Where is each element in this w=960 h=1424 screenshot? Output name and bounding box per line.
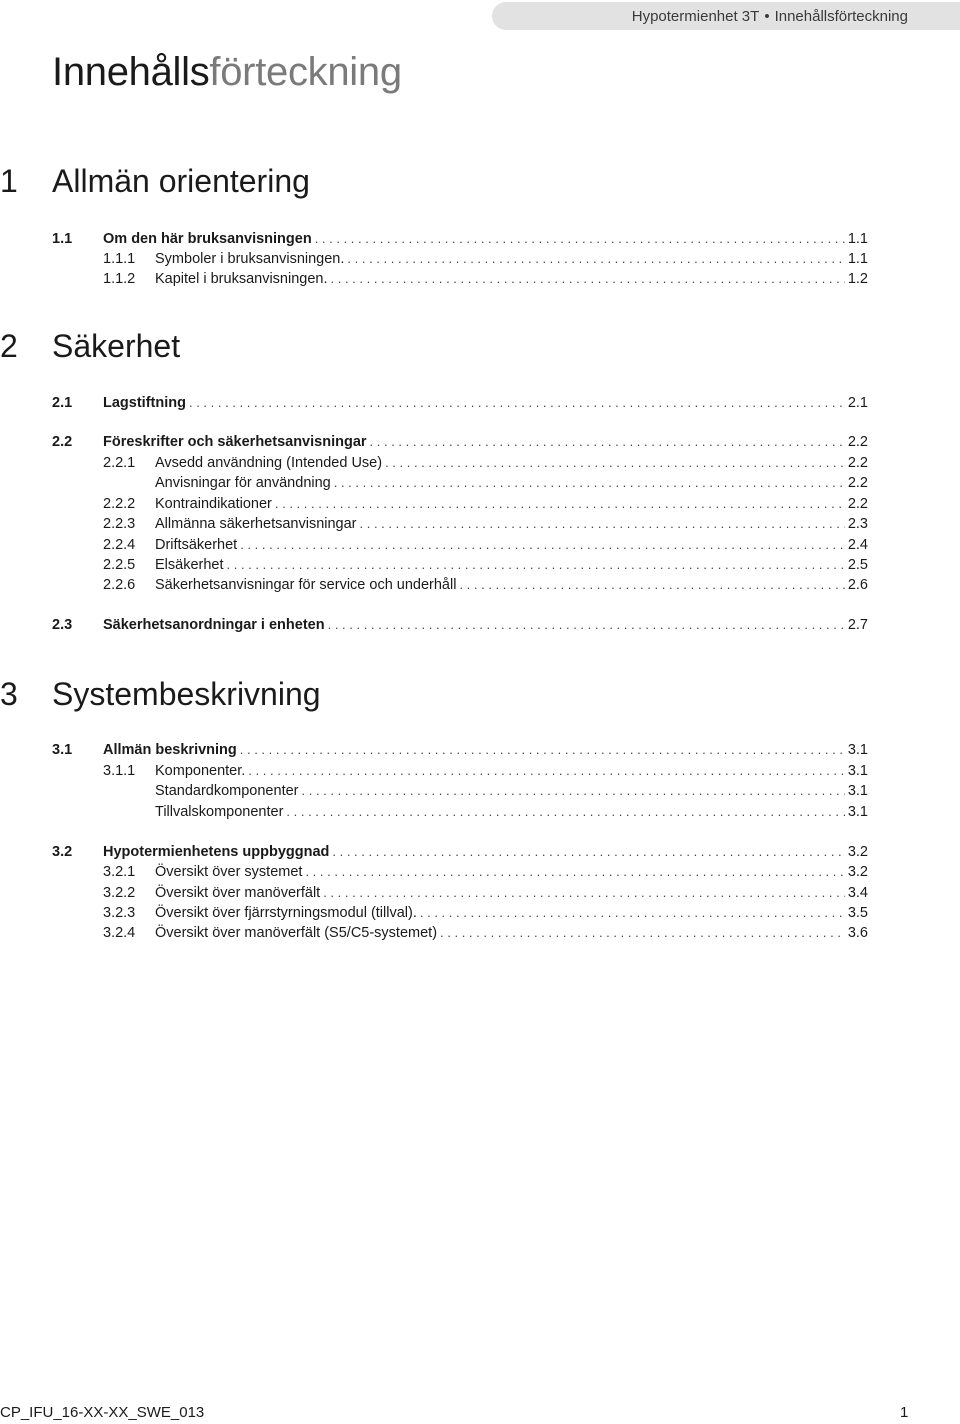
toc-entry[interactable] <box>103 804 868 824</box>
toc-entry-label: Symboler i bruksanvisningen. <box>155 251 345 267</box>
toc-entry[interactable] <box>52 742 868 762</box>
toc-entry[interactable] <box>103 925 868 945</box>
toc-entry-label: Avsedd användning (Intended Use) <box>155 455 383 471</box>
dot-leader <box>323 885 845 900</box>
toc-entry[interactable] <box>103 864 868 884</box>
toc-entry[interactable] <box>103 537 868 557</box>
toc-entry-label: Kontraindikationer <box>155 496 272 512</box>
dot-leader <box>275 496 845 511</box>
toc-entry-label: Driftsäkerhet <box>155 537 238 553</box>
toc-entry[interactable] <box>103 516 868 536</box>
page-title <box>52 50 402 95</box>
toc-entry-page: 2.5 <box>847 557 868 573</box>
toc-entry-page: 2.2 <box>847 496 868 512</box>
toc-entry[interactable] <box>52 231 868 251</box>
page-title-part2: förteckning <box>209 50 402 94</box>
toc-entry-number: 3.1.1 <box>103 763 136 779</box>
toc-entry-label: Komponenter. <box>155 763 246 779</box>
dot-leader <box>332 844 844 859</box>
toc-entry-page: 2.7 <box>847 617 868 633</box>
toc-entry-label: Kapitel i bruksanvisningen. <box>155 271 328 287</box>
toc-entry-number: 3.2.2 <box>103 885 136 901</box>
dot-leader <box>420 905 845 920</box>
toc-entry[interactable] <box>103 905 868 925</box>
chapter-number: 1 <box>0 163 18 199</box>
toc-entry-page: 2.2 <box>847 455 868 471</box>
dot-leader <box>227 557 845 572</box>
toc-entry-number: 2.2.4 <box>103 537 136 553</box>
dot-leader <box>315 231 845 246</box>
toc-entry-page: 2.4 <box>847 537 868 553</box>
toc-entry-label: Allmänna säkerhetsanvisningar <box>155 516 357 532</box>
toc-entry-number: 3.1 <box>52 742 73 758</box>
dot-leader <box>459 577 844 592</box>
toc-entry[interactable] <box>103 885 868 905</box>
toc-entry-page: 3.2 <box>847 864 868 880</box>
chapter-number: 2 <box>0 328 18 364</box>
chapter-title: Säkerhet <box>52 328 181 364</box>
toc-entry-label: Anvisningar för användning <box>155 475 331 491</box>
chapter-number: 3 <box>0 676 18 712</box>
dot-leader <box>385 455 845 470</box>
toc-entry[interactable] <box>103 763 868 783</box>
toc-entry-page: 2.6 <box>847 577 868 593</box>
footer-page-number: 1 <box>900 1404 909 1421</box>
chapter-title: Systembeskrivning <box>52 676 321 712</box>
toc-entry-number: 2.2.5 <box>103 557 136 573</box>
footer-document-id: CP_IFU_16-XX-XX_SWE_013 <box>0 1404 205 1421</box>
toc-entry-page: 3.4 <box>847 885 868 901</box>
toc-entry[interactable] <box>103 251 868 271</box>
toc-entry-number: 1.1.1 <box>103 251 136 267</box>
page-title-part1: Innehålls <box>52 50 210 94</box>
dot-leader <box>360 516 845 531</box>
dot-leader <box>286 804 844 819</box>
dot-leader <box>328 617 845 632</box>
header-section: Innehållsförteckning <box>774 7 908 25</box>
toc-entry-number: 2.1 <box>52 395 73 411</box>
toc-entry-label: Översikt över manöverfält (S5/C5-systemet) <box>155 925 438 941</box>
toc-entry-number: 2.2 <box>52 434 73 450</box>
toc-entry-label: Föreskrifter och säkerhetsanvisningar <box>103 434 367 450</box>
toc-entry-page: 3.6 <box>847 925 868 941</box>
toc-entry-label: Om den här bruksanvisningen <box>103 231 312 247</box>
dot-leader <box>440 925 845 940</box>
toc-entry-page: 1.1 <box>847 231 868 247</box>
toc-entry-number: 1.1 <box>52 231 73 247</box>
toc-entry-number: 1.1.2 <box>103 271 136 287</box>
toc-entry-label: Säkerhetsanvisningar för service och underhåll <box>155 577 457 593</box>
chapter-title: Allmän orientering <box>52 163 310 199</box>
toc-entry-page: 2.3 <box>847 516 868 532</box>
toc-entry[interactable] <box>52 395 868 415</box>
toc-entry-number: 2.2.3 <box>103 516 136 532</box>
toc-entry[interactable] <box>103 271 868 291</box>
dot-leader <box>331 271 845 286</box>
toc-entry-label: Översikt över systemet <box>155 864 303 880</box>
toc-entry[interactable] <box>52 434 868 454</box>
toc-entry-label: Allmän beskrivning <box>103 742 237 758</box>
toc-entry-number: 2.3 <box>52 617 73 633</box>
header-product: Hypotermienhet 3T <box>631 7 760 25</box>
toc-entry[interactable] <box>52 844 868 864</box>
toc-entry-page: 1.2 <box>847 271 868 287</box>
toc-entry-label: Elsäkerhet <box>155 557 224 573</box>
toc-entry-number: 2.2.1 <box>103 455 136 471</box>
toc-entry[interactable] <box>103 577 868 597</box>
toc-entry-number: 3.2.1 <box>103 864 136 880</box>
toc-entry-page: 3.2 <box>847 844 868 860</box>
toc-entry-number: 2.2.2 <box>103 496 136 512</box>
toc-entry-number: 3.2 <box>52 844 73 860</box>
toc-entry-label: Lagstiftning <box>103 395 186 411</box>
dot-leader <box>347 251 844 266</box>
toc-entry-label: Hypotermienhetens uppbyggnad <box>103 844 330 860</box>
toc-entry[interactable] <box>52 617 868 637</box>
toc-entry[interactable] <box>103 783 868 803</box>
header-separator: • <box>764 7 770 25</box>
toc-entry-page: 2.2 <box>847 475 868 491</box>
dot-leader <box>240 742 845 757</box>
toc-entry-page: 3.1 <box>847 804 868 820</box>
toc-entry-label: Tillvalskomponenter <box>155 804 284 820</box>
dot-leader <box>302 783 845 798</box>
toc-entry-label: Standardkomponenter <box>155 783 299 799</box>
dot-leader <box>305 864 844 879</box>
dot-leader <box>189 395 845 410</box>
dot-leader <box>370 434 845 449</box>
dot-leader <box>240 537 845 552</box>
toc-entry-page: 3.1 <box>847 742 868 758</box>
toc-entry-label: Översikt över fjärrstyrningsmodul (tillval). <box>155 905 417 921</box>
toc-entry[interactable] <box>103 475 868 495</box>
toc-entry-page: 1.1 <box>847 251 868 267</box>
dot-leader <box>334 475 845 490</box>
toc-entry-page: 3.1 <box>847 763 868 779</box>
toc-entry-number: 3.2.3 <box>103 905 136 921</box>
toc-entry[interactable] <box>103 455 868 475</box>
toc-entry-number: 3.2.4 <box>103 925 136 941</box>
dot-leader <box>248 763 845 778</box>
running-header <box>492 2 960 30</box>
toc-entry-page: 2.2 <box>847 434 868 450</box>
toc-entry[interactable] <box>103 496 868 516</box>
toc-entry-label: Säkerhetsanordningar i enheten <box>103 617 325 633</box>
toc-entry-page: 3.5 <box>847 905 868 921</box>
toc-entry-page: 3.1 <box>847 783 868 799</box>
toc-entry-number: 2.2.6 <box>103 577 136 593</box>
toc-entry-page: 2.1 <box>847 395 868 411</box>
toc-entry-label: Översikt över manöverfält <box>155 885 321 901</box>
toc-entry[interactable] <box>103 557 868 577</box>
